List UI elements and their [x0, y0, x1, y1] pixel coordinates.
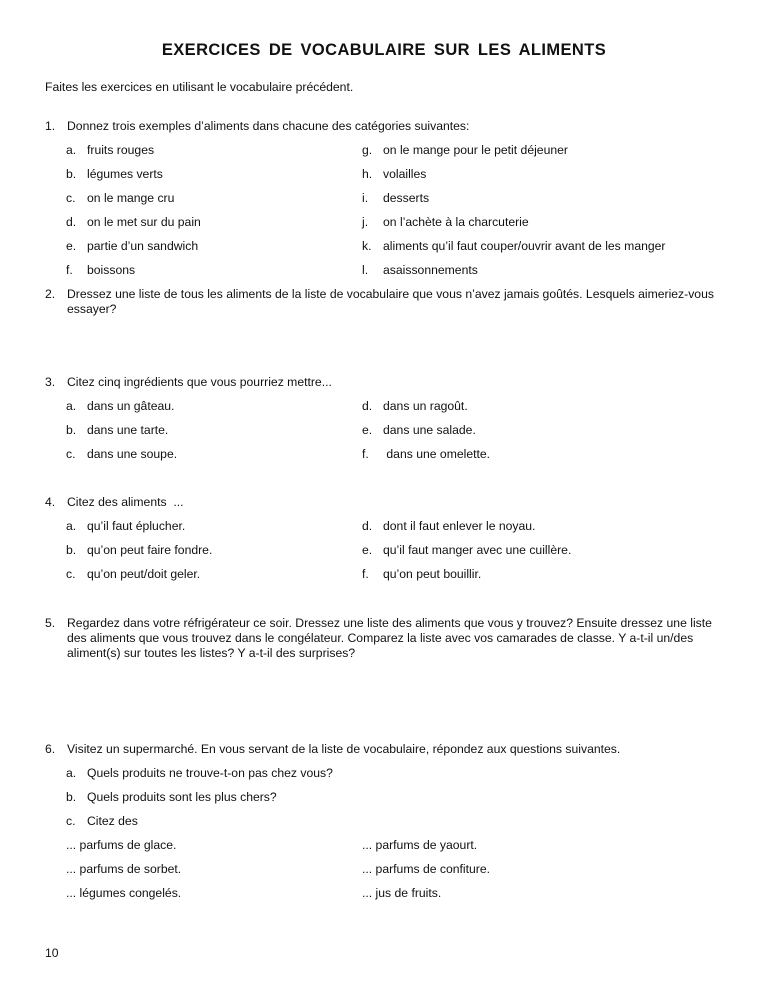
- item-text: fruits rouges: [87, 143, 155, 157]
- q4-number: 4.: [45, 495, 56, 509]
- q6-text: Visitez un supermarché. En vous servant de la liste de vocabulaire, répondez aux questions suivantes.: [67, 742, 621, 756]
- q5-text: Regardez dans votre réfrigérateur ce soir. Dressez une liste des aliments que vous y trouvez? Ensuite dressez une liste des aliments que vous trouvez dans le congélateur. Comparez la liste avec vos camarades de classe. Y a-t-il un/des aliment(s) sur toutes les listes? Y a-t-il des surprises?: [67, 616, 712, 660]
- item-letter: a.: [66, 519, 77, 533]
- item-letter: b.: [66, 167, 77, 181]
- page-title: EXERCICES DE VOCABULAIRE SUR LES ALIMENTS: [161, 41, 607, 59]
- q2-text: Dressez une liste de tous les aliments de la liste de vocabulaire que vous n’avez jamais goûtés. Lesquels aimeriez-vous essayer?: [67, 287, 714, 316]
- item-text: on le mange cru: [87, 191, 175, 205]
- q1-item-h: [362, 167, 426, 181]
- item-text: on l’achète à la charcuterie: [383, 215, 529, 229]
- item-letter: b.: [66, 790, 77, 804]
- item-text: dans une soupe.: [87, 447, 178, 461]
- q6-item-a: [66, 766, 333, 780]
- page-number: 10: [45, 946, 59, 960]
- q1-item-g: [362, 143, 568, 157]
- q4-item-a: [66, 519, 185, 533]
- q4-item-e: [362, 543, 571, 557]
- item-letter: c.: [66, 814, 76, 828]
- q4-item-d: [362, 519, 535, 533]
- item-text: on le met sur du pain: [87, 215, 201, 229]
- item-letter: c.: [66, 447, 76, 461]
- item-letter: k.: [362, 239, 372, 253]
- q6-sub-item: ... légumes congelés.: [66, 886, 182, 900]
- item-text: boissons: [87, 263, 136, 277]
- item-text: aliments qu’il faut couper/ouvrir avant de les manger: [383, 239, 666, 253]
- item-letter: c.: [66, 567, 76, 581]
- q3-item-c: [66, 447, 177, 461]
- q1-item-l: [362, 263, 478, 277]
- item-text: dans une tarte.: [87, 423, 169, 437]
- q3-item-e: [362, 423, 476, 437]
- q4-text: Citez des aliments ...: [67, 495, 184, 509]
- q4-item-b: [66, 543, 212, 557]
- item-letter: a.: [66, 766, 77, 780]
- q6-item-c: [66, 814, 138, 828]
- item-letter: e.: [362, 543, 373, 557]
- q3-item-b: [66, 423, 168, 437]
- item-letter: b.: [66, 423, 77, 437]
- q3-number: 3.: [45, 375, 56, 389]
- item-text: Citez des: [87, 814, 138, 828]
- q3-item-a: [66, 399, 174, 413]
- instructions: Faites les exercices en utilisant le vocabulaire précédent.: [45, 80, 354, 94]
- q1-item-i: [362, 191, 429, 205]
- q1-item-k: [362, 239, 666, 253]
- q3-item-d: [362, 399, 468, 413]
- item-letter: l.: [362, 263, 369, 277]
- q6-sub-item: ... parfums de sorbet.: [66, 862, 182, 876]
- q1-item-f: [66, 263, 135, 277]
- item-text: volailles: [383, 167, 427, 181]
- item-text: qu’on peut faire fondre.: [87, 543, 213, 557]
- item-text: asaissonnements: [383, 263, 478, 277]
- item-text: dans une salade.: [383, 423, 476, 437]
- item-letter: a.: [66, 399, 77, 413]
- q1-text: Donnez trois exemples d’aliments dans chacune des catégories suivantes:: [67, 119, 470, 133]
- item-text: Quels produits sont les plus chers?: [87, 790, 277, 804]
- item-letter: i.: [362, 191, 369, 205]
- item-letter: d.: [362, 399, 373, 413]
- q6-sub-item: ... jus de fruits.: [362, 886, 442, 900]
- q1-item-e: [66, 239, 198, 253]
- q6-sub-item: ... parfums de confiture.: [362, 862, 491, 876]
- item-letter: j.: [362, 215, 369, 229]
- q5-number: 5.: [45, 616, 56, 630]
- item-letter: a.: [66, 143, 77, 157]
- item-text: on le mange pour le petit déjeuner: [383, 143, 568, 157]
- q6-number: 6.: [45, 742, 56, 756]
- item-text: partie d’un sandwich: [87, 239, 199, 253]
- item-letter: f.: [362, 567, 369, 581]
- q1-item-a: [66, 143, 154, 157]
- q3-item-f: [362, 447, 490, 461]
- item-text: dans un gâteau.: [87, 399, 175, 413]
- item-text: qu’on peut/doit geler.: [87, 567, 201, 581]
- item-letter: f.: [66, 263, 73, 277]
- item-text: Quels produits ne trouve-t-on pas chez vous?: [87, 766, 333, 780]
- q1-item-d: [66, 215, 201, 229]
- item-text: qu’on peut bouillir.: [383, 567, 482, 581]
- q3-text: Citez cinq ingrédients que vous pourriez mettre...: [67, 375, 332, 389]
- item-letter: d.: [362, 519, 373, 533]
- item-letter: g.: [362, 143, 373, 157]
- item-letter: c.: [66, 191, 76, 205]
- item-text: dont il faut enlever le noyau.: [383, 519, 536, 533]
- item-letter: b.: [66, 543, 77, 557]
- item-text: légumes verts: [87, 167, 163, 181]
- item-letter: e.: [362, 423, 373, 437]
- q6-item-b: [66, 790, 277, 804]
- q6-sub-item: ... parfums de yaourt.: [362, 838, 478, 852]
- item-letter: h.: [362, 167, 373, 181]
- item-text: desserts: [383, 191, 430, 205]
- q1-item-b: [66, 167, 163, 181]
- q4-item-c: [66, 567, 200, 581]
- item-text: dans un ragoût.: [383, 399, 468, 413]
- q2-number: 2.: [45, 287, 56, 301]
- item-letter: f.: [362, 447, 369, 461]
- q1-item-c: [66, 191, 174, 205]
- q1-number: 1.: [45, 119, 56, 133]
- item-text: dans une omelette.: [383, 447, 491, 461]
- q4-item-f: [362, 567, 481, 581]
- item-letter: e.: [66, 239, 77, 253]
- item-text: qu’il faut éplucher.: [87, 519, 186, 533]
- item-letter: d.: [66, 215, 77, 229]
- item-text: qu’il faut manger avec une cuillère.: [383, 543, 572, 557]
- q6-sub-item: ... parfums de glace.: [66, 838, 177, 852]
- q1-item-j: [362, 215, 529, 229]
